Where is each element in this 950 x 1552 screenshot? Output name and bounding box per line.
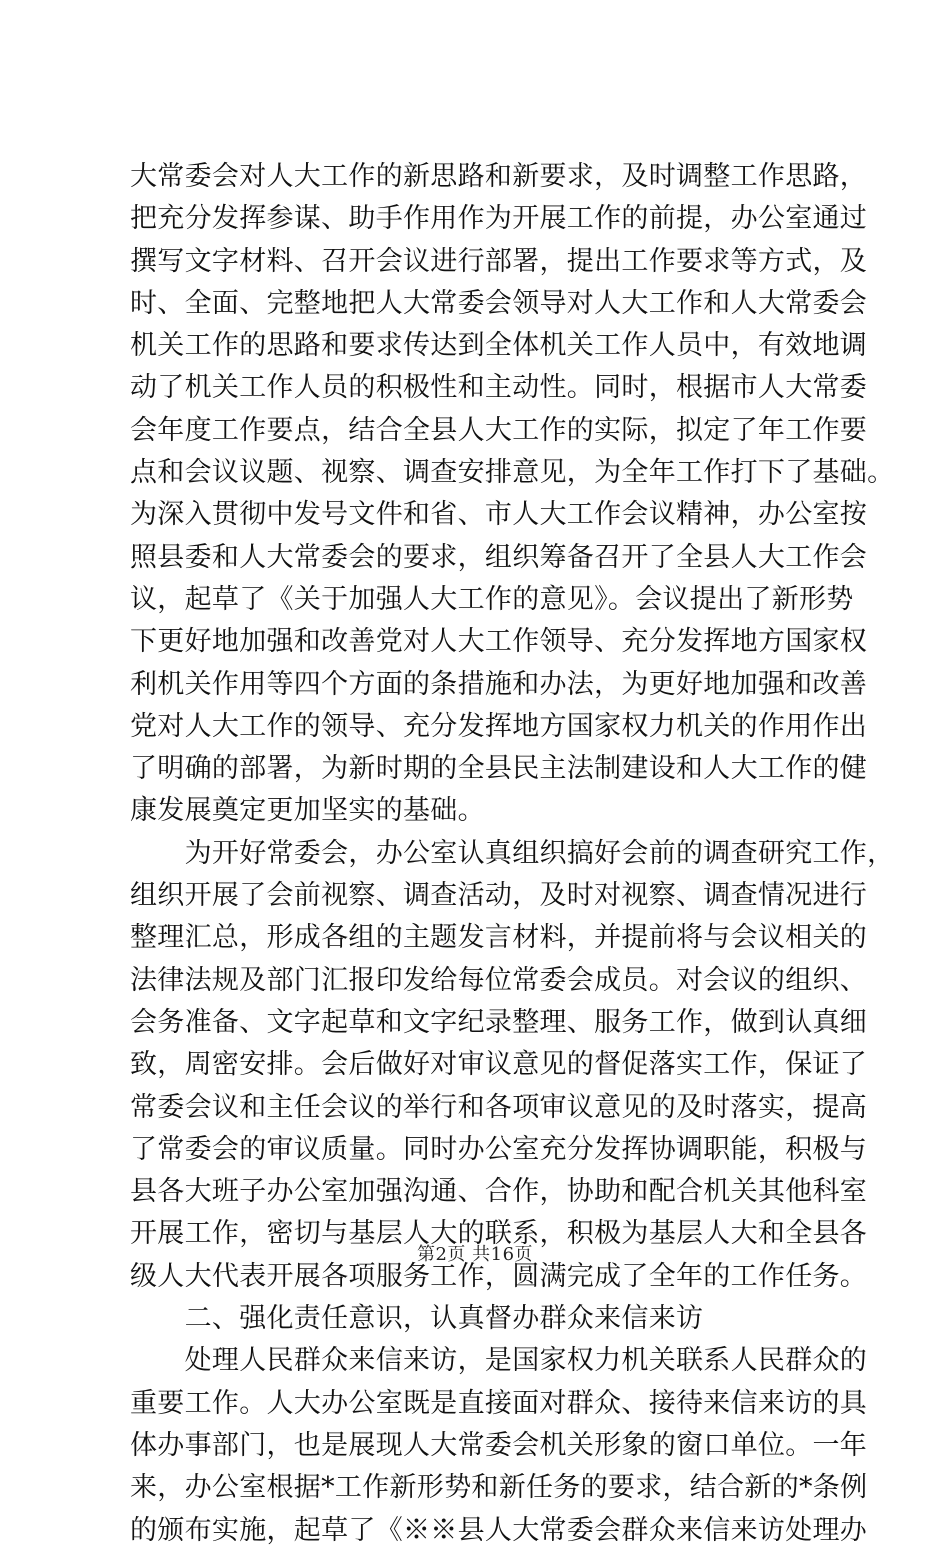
text-line: 为开好常委会，办公室认真组织搞好会前的调查研究工作，	[130, 837, 895, 869]
text-line: 下更好地加强和改善党对人大工作领导、充分发挥地方国家权	[130, 626, 868, 658]
text-line: 了明确的部署，为新时期的全县民主法制建设和人大工作的健	[130, 753, 868, 785]
text-line: 撰写文字材料、召开会议进行部署，提出工作要求等方式，及	[130, 245, 868, 277]
text-line: 点和会议议题、视察、调查安排意见，为全年工作打下了基础。	[130, 457, 895, 489]
text-line: 会务准备、文字起草和文字纪录整理、服务工作，做到认真细	[130, 1006, 868, 1038]
text-line: 会年度工作要点，结合全县人大工作的实际，拟定了年工作要	[130, 414, 868, 446]
text-line: 照县委和人大常委会的要求，组织筹备召开了全县人大工作会	[130, 541, 868, 573]
text-line: 县各大班子办公室加强沟通、合作，协助和配合机关其他科室	[130, 1176, 868, 1208]
text-line: 党对人大工作的领导、充分发挥地方国家权力机关的作用作出	[130, 710, 868, 742]
text-line: 法律法规及部门汇报印发给每位常委会成员。对会议的组织、	[130, 964, 868, 996]
text-line: 整理汇总，形成各组的主题发言材料，并提前将与会议相关的	[130, 922, 868, 954]
text-line: 级人大代表开展各项服务工作，圆满完成了全年的工作任务。	[130, 1260, 868, 1292]
text-line: 体办事部门，也是展现人大常委会机关形象的窗口单位。一年	[130, 1429, 868, 1461]
text-line: 重要工作。人大办公室既是直接面对群众、接待来信来访的具	[130, 1387, 868, 1419]
text-line: 大常委会对人大工作的新思路和新要求，及时调整工作思路，	[130, 161, 868, 192]
text-line: 利机关作用等四个方面的条措施和办法，为更好地加强和改善	[130, 668, 868, 700]
text-line: 的颁布实施，起草了《※※县人大常委会群众来信来访处理办	[130, 1514, 868, 1546]
text-line: 了常委会的审议质量。同时办公室充分发挥协调职能，积极与	[130, 1133, 868, 1165]
text-line: 处理人民群众来信来访，是国家权力机关联系人民群众的	[130, 1345, 868, 1377]
text-line: 议，起草了《关于加强人大工作的意见》。会议提出了新形势	[130, 583, 854, 615]
text-line: 开展工作，密切与基层人大的联系，积极为基层人大和全县各	[130, 1218, 868, 1250]
section-heading: 二、强化责任意识，认真督办群众来信来访	[130, 1303, 704, 1335]
document-body	[130, 156, 895, 1552]
text-line: 把充分发挥参谋、助手作用作为开展工作的前提，办公室通过	[130, 203, 868, 235]
page-footer: 第2页 共16页	[416, 1244, 534, 1265]
text-line: 致，周密安排。会后做好对审议意见的督促落实工作，保证了	[130, 1049, 868, 1081]
text-line: 为深入贯彻中发号文件和省、市人大工作会议精神，办公室按	[130, 499, 868, 531]
text-line: 常委会议和主任会议的举行和各项审议意见的及时落实，提高	[130, 1091, 868, 1123]
text-line: 动了机关工作人员的积极性和主动性。同时，根据市人大常委	[130, 372, 868, 404]
text-line: 来，办公室根据*工作新形势和新任务的要求，结合新的*条例	[130, 1472, 868, 1504]
text-line: 机关工作的思路和要求传达到全体机关工作人员中，有效地调	[130, 330, 868, 362]
text-line: 组织开展了会前视察、调查活动，及时对视察、调查情况进行	[130, 880, 868, 912]
text-line: 时、全面、完整地把人大常委会领导对人大工作和人大常委会	[130, 287, 868, 319]
text-line: 康发展奠定更加坚实的基础。	[130, 795, 485, 827]
